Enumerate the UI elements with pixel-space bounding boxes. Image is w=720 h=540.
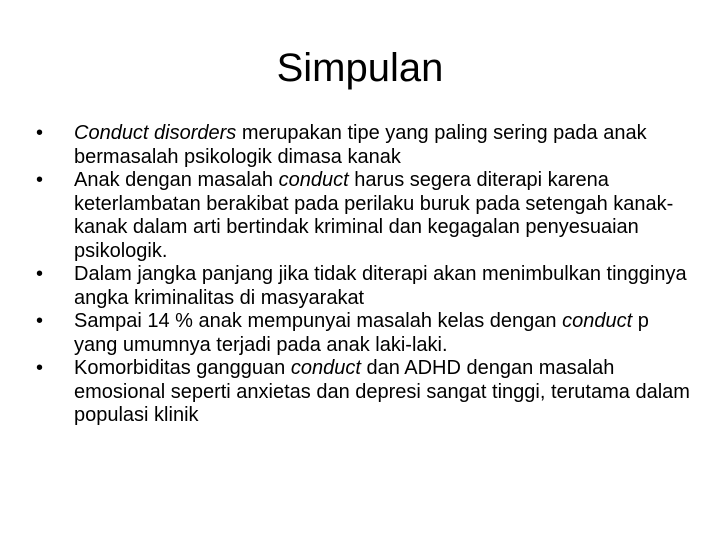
list-item xyxy=(36,310,696,357)
list-item xyxy=(36,122,696,169)
bullet-marker: • xyxy=(36,310,44,332)
bullet-marker: • xyxy=(36,263,44,285)
bullet-text xyxy=(74,357,690,426)
slide-title: Simpulan xyxy=(276,46,444,90)
bullet-marker: • xyxy=(36,169,44,191)
text-run: Anak dengan masalah xyxy=(74,169,279,191)
list-item xyxy=(36,357,696,428)
text-run: conduct xyxy=(290,357,361,379)
text-run: harus segera diterapi karena keterlambatan berakibat pada perilaku buruk pada setengah kanak-kanak dalam arti bertindak kriminal dan kegagalan penyesuaian psikologik. xyxy=(74,169,674,262)
list-item xyxy=(36,263,696,310)
text-run: conduct xyxy=(562,310,633,332)
text-run: Sampai 14 % anak mempunyai masalah kelas dengan xyxy=(74,310,563,332)
bullet-marker: • xyxy=(36,122,44,144)
text-run: Conduct disorders xyxy=(74,122,237,144)
bullet-text xyxy=(74,169,673,262)
text-run: p yang umumnya terjadi pada anak laki-laki. xyxy=(74,310,649,356)
list-item xyxy=(36,169,696,263)
text-run: conduct xyxy=(278,169,349,191)
text-run: dan ADHD dengan masalah emosional seperti anxietas dan depresi sangat tinggi, terutama dalam populasi klinik xyxy=(74,357,690,426)
bullet-text xyxy=(74,310,649,356)
text-run: merupakan tipe yang paling sering pada anak bermasalah psikologik dimasa kanak xyxy=(74,122,647,168)
bullet-marker: • xyxy=(36,357,44,379)
bullet-list xyxy=(36,122,696,428)
text-run: Komorbiditas gangguan xyxy=(74,357,291,379)
text-run: Dalam jangka panjang jika tidak diterapi akan menimbulkan tingginya angka kriminalitas di masyarakat xyxy=(74,263,687,309)
bullet-text xyxy=(74,263,687,309)
bullet-text xyxy=(74,122,647,168)
